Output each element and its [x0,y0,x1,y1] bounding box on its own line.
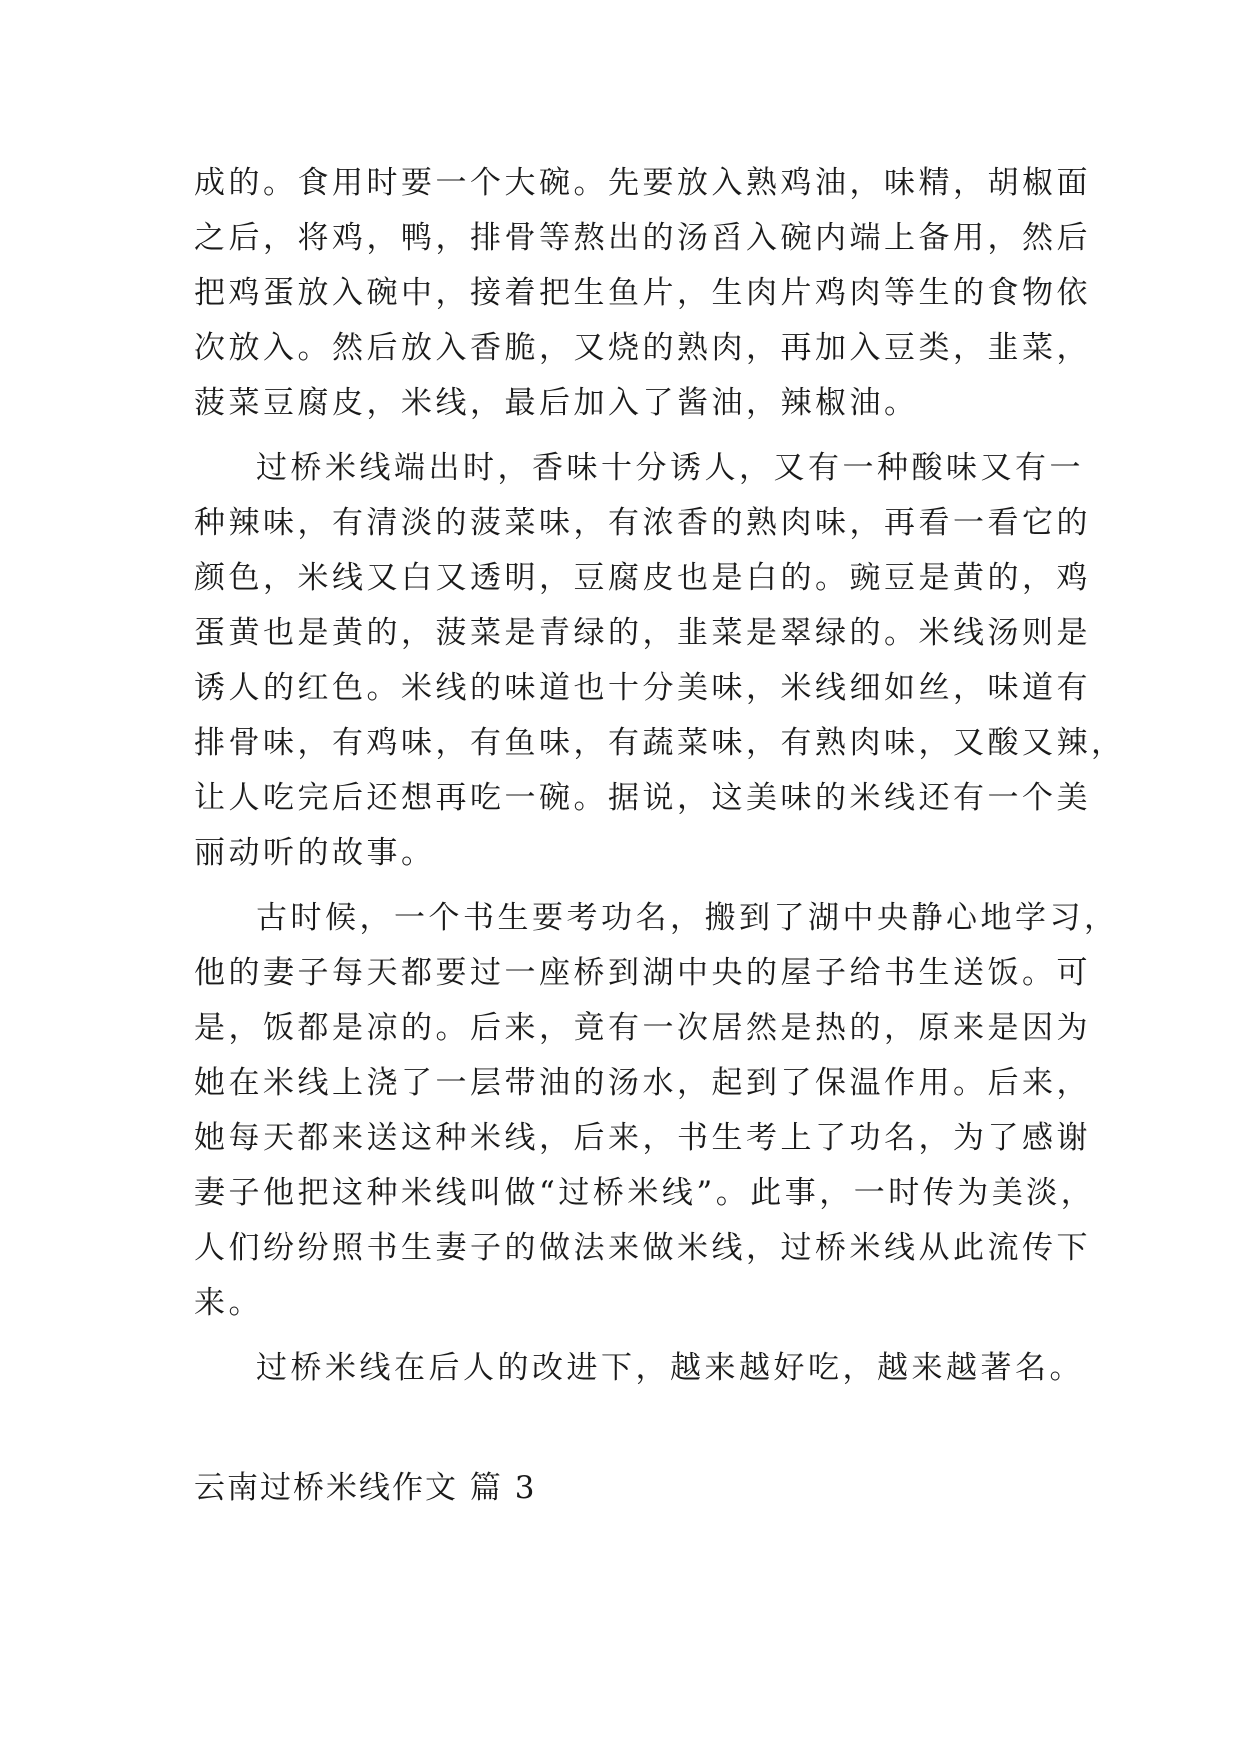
paragraph-line: 古时候，一个书生要考功名，搬到了湖中央静心地学习， [256,900,1119,936]
paragraph-line: 诱人的红色。米线的味道也十分美味，米线细如丝，味道有 [194,670,1091,706]
paragraph-line: 她在米线上浇了一层带油的汤水，起到了保温作用。后来， [194,1065,1091,1101]
paragraph-line: 丽动听的故事。 [194,835,436,871]
paragraph-line: 把鸡蛋放入碗中，接着把生鱼片，生肉片鸡肉等生的食物依 [194,275,1091,311]
paragraph-line: 让人吃完后还想再吃一碗。据说，这美味的米线还有一个美 [194,780,1091,816]
paragraph-line: 排骨味，有鸡味，有鱼味，有蔬菜味，有熟肉味，又酸又辣， [194,725,1126,761]
paragraph-line: 来。 [194,1285,263,1321]
paragraph-line: 过桥米线端出时，香味十分诱人，又有一种酸味又有一 [256,450,1084,486]
paragraph-line: 他的妻子每天都要过一座桥到湖中央的屋子给书生送饭。可 [194,955,1091,991]
paragraph-line: 是，饭都是凉的。后来，竟有一次居然是热的，原来是因为 [194,1010,1091,1046]
paragraph-line: 种辣味，有清淡的菠菜味，有浓香的熟肉味，再看一看它的 [194,505,1091,541]
paragraph-line: 之后，将鸡，鸭，排骨等熬出的汤舀入碗内端上备用，然后 [194,220,1091,256]
paragraph-line: 她每天都来送这种米线，后来，书生考上了功名，为了感谢 [194,1120,1091,1156]
paragraph-line: 蛋黄也是黄的，菠菜是青绿的，韭菜是翠绿的。米线汤则是 [194,615,1091,651]
paragraph-line: 人们纷纷照书生妻子的做法来做米线，过桥米线从此流传下 [194,1230,1091,1266]
paragraph-line: 颜色，米线又白又透明，豆腐皮也是白的。豌豆是黄的，鸡 [194,560,1091,596]
paragraph-line: 过桥米线在后人的改进下，越来越好吃，越来越著名。 [256,1350,1084,1386]
paragraph-line: 妻子他把这种米线叫做“过桥米线”。此事，一时传为美淡， [194,1175,1096,1211]
section-heading: 云南过桥米线作文 篇 3 [194,1470,537,1506]
paragraph-line: 次放入。然后放入香脆，又烧的熟肉，再加入豆类，韭菜， [194,330,1091,366]
paragraph-line: 成的。食用时要一个大碗。先要放入熟鸡油，味精，胡椒面 [194,165,1091,201]
paragraph-line: 菠菜豆腐皮，米线，最后加入了酱油，辣椒油。 [194,385,919,421]
